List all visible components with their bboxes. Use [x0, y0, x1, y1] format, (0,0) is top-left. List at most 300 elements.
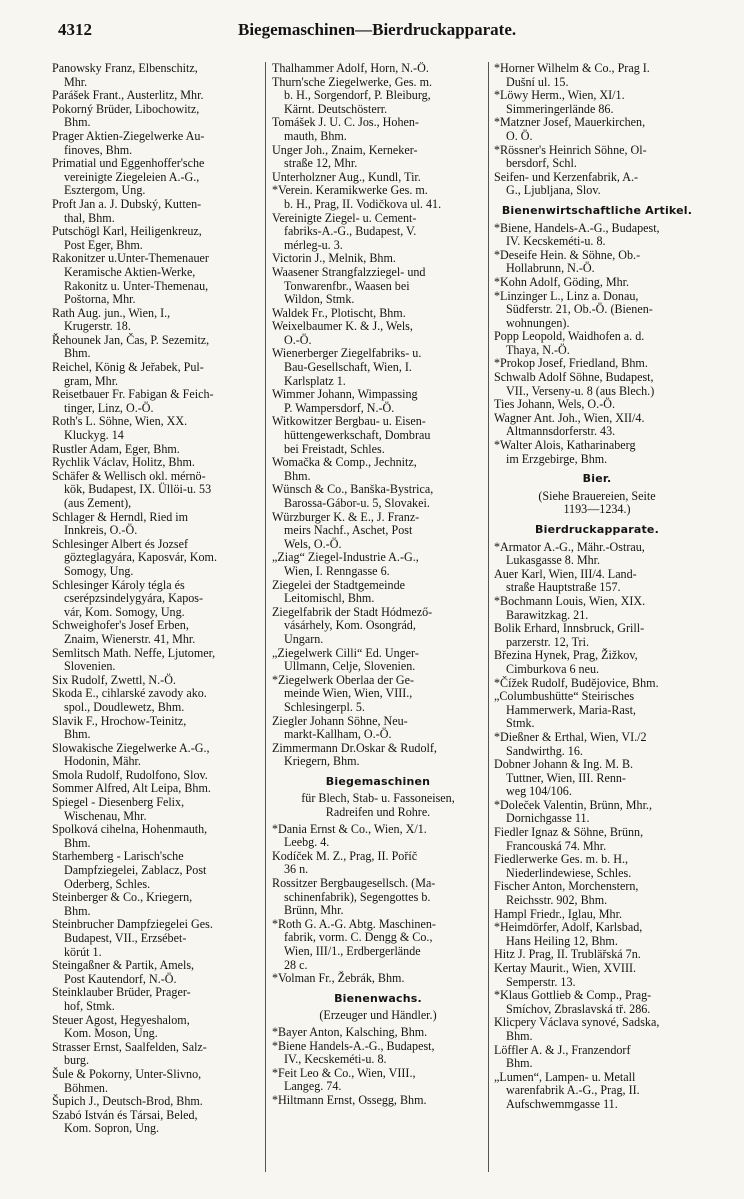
entry-address-line: Wien, III/1., Erdbergerlände: [284, 944, 421, 958]
column-middle: [272, 62, 484, 1182]
directory-entry: [272, 918, 484, 972]
directory-entry: [272, 972, 484, 986]
entry-address-line: Bhm.: [284, 468, 311, 483]
entry-name-line: Popp Leopold, Waidhofen a. d.: [494, 329, 645, 344]
entry-address-line: Bhm.: [64, 115, 91, 130]
entry-address-line: Thaya, N.-Ö.: [506, 342, 570, 357]
entry-name-line: Semlitsch Math. Neffe, Ljutomer,: [52, 645, 216, 660]
directory-entry: [494, 948, 700, 962]
entry-address-line: Niederlindewiese, Schles.: [506, 865, 632, 880]
entry-name-line: Witkowitzer Bergbau- u. Eisen-: [272, 414, 426, 429]
entry-name-line: Steinbrucher Dampfziegelei Ges.: [52, 917, 213, 932]
entry-address-line: Poštorna, Mhr.: [64, 292, 136, 307]
entry-name-line: Bolik Erhard, Innsbruck, Grill-: [494, 621, 645, 636]
entry-address-line: Böhmen.: [64, 1080, 109, 1095]
directory-entry: [52, 959, 260, 986]
directory-entry: [272, 511, 484, 552]
directory-entry: [52, 647, 260, 674]
directory-entry: [52, 415, 260, 442]
directory-entry: [52, 334, 260, 361]
directory-entry: [494, 595, 700, 622]
entry-address-line: Barossa-Gábor-u. 5, Slovakei.: [284, 496, 430, 510]
entry-address-line: thal, Bhm.: [64, 210, 115, 225]
entry-name-line: Slavik F., Hrochow-Teinitz,: [52, 713, 187, 728]
directory-entry: [494, 439, 700, 466]
directory-entry: [52, 1041, 260, 1068]
entry-name-line: „Columbushütte“ Steirisches: [494, 689, 635, 704]
entry-name-line: Womačka & Comp., Jechnitz,: [272, 455, 417, 470]
directory-entry: [494, 330, 700, 357]
entry-address-line: Aufschwemmgasse 11.: [506, 1096, 618, 1111]
entry-address-line: O. Ö.: [506, 128, 533, 143]
entry-name-line: Würzburger K. & E., J. Franz-: [272, 509, 420, 524]
directory-entry: [272, 1067, 484, 1094]
entry-address-line: Karlsplatz 1.: [284, 373, 346, 388]
page-number: 4312: [58, 20, 92, 39]
directory-entry: [494, 758, 700, 799]
entry-name-line: Primatial und Eggenhoffer'sche: [52, 156, 205, 171]
directory-entry: [52, 850, 260, 891]
entry-name-line: Steingaßner & Partik, Amels,: [52, 958, 195, 973]
directory-entry: [272, 606, 484, 647]
entry-address-line: b. H., Sorgendorf, P. Bleiburg,: [284, 88, 431, 103]
entry-address-line: Somogy, Ung.: [64, 563, 134, 578]
directory-entry: [52, 130, 260, 157]
directory-entry: [272, 307, 484, 321]
entry-address-line: b. H., Prag, II. Vodičkova ul. 41.: [284, 196, 442, 211]
entry-address-line: finoves, Bhm.: [64, 142, 133, 157]
entry-address-line: mauth, Bhm.: [284, 128, 347, 143]
entry-address-line: Post Eger, Bhm.: [64, 237, 143, 252]
directory-entry: [272, 184, 484, 211]
entry-address-line: vár, Kom. Somogy, Ung.: [64, 604, 185, 619]
entry-address-line: spol., Doudlewetz, Bhm.: [64, 699, 185, 714]
directory-entry: [52, 619, 260, 646]
entry-address-line: Ullmann, Celje, Slovenien.: [284, 659, 416, 674]
entry-name-line: *Biene Handels-A.-G., Budapest,: [272, 1038, 435, 1053]
directory-entry: [272, 320, 484, 347]
entry-address-line: Reichsstr. 902, Bhm.: [506, 893, 608, 908]
entry-name-line: Rychlik Václav, Holitz, Bhm.: [52, 455, 195, 470]
entry-name-line: Kertay Maurit., Wien, XVIII.: [494, 961, 637, 975]
directory-entry: [272, 388, 484, 415]
column-right: [494, 62, 700, 1182]
entry-name-line: *Doleček Valentin, Brünn, Mhr.,: [494, 797, 652, 812]
entry-name-line: Thurn'sche Ziegelwerke, Ges. m.: [272, 74, 433, 89]
directory-entry: [52, 89, 260, 103]
directory-entry: [494, 1044, 700, 1071]
entry-name-line: *Roth G. A.-G. Abtg. Maschinen-: [272, 916, 436, 931]
entry-address-line: cserépzsindelygyára, Kapos-: [64, 591, 204, 606]
entry-address-line: Kom. Sopron, Ung.: [64, 1121, 160, 1136]
entry-address-line: Post Kautendorf, N.-Ö.: [64, 971, 177, 986]
entry-address-line: Smíchov, Zbraslavská tř. 286.: [506, 1001, 651, 1016]
directory-entry: [52, 782, 260, 796]
entry-address-line: Bhm.: [506, 1056, 533, 1071]
entry-address-line: Znaim, Wienerstr. 41, Mhr.: [64, 631, 196, 646]
entry-address-line: 36 n.: [284, 862, 309, 877]
directory-entry: [494, 357, 700, 371]
entry-address-line: Barawitzkag. 21.: [506, 607, 589, 622]
entry-address-line: meirs Nachf., Aschet, Post: [284, 523, 413, 538]
entry-name-line: Fischer Anton, Morchenstern,: [494, 879, 639, 894]
entry-name-line: *Volman Fr., Žebrák, Bhm.: [272, 971, 405, 986]
directory-entry: [494, 62, 700, 89]
entry-address-line: Dornichgasse 11.: [506, 811, 590, 826]
directory-entry: [52, 796, 260, 823]
entry-address-line: mérleg-u. 3.: [284, 237, 343, 252]
directory-entry: [272, 76, 484, 117]
entry-name-line: Schlesinger Albert és Jozsef: [52, 536, 189, 551]
directory-entry: [494, 276, 700, 290]
directory-entry: [494, 989, 700, 1016]
entry-name-line: Rath Aug. jun., Wien, I.,: [52, 305, 171, 320]
entry-address-line: Wels, O.-Ö.: [284, 536, 342, 551]
directory-entry: [494, 568, 700, 595]
entry-address-line: Kluckyg. 14: [64, 428, 124, 443]
directory-entry: [272, 850, 484, 877]
entry-name-line: Seifen- und Kerzenfabrik, A.-: [494, 169, 639, 184]
section-subnote: (Siehe Brauereien, Seite 1193—1234.): [538, 488, 656, 517]
entry-name-line: *Heimdörfer, Adolf, Karlsbad,: [494, 920, 643, 935]
entry-address-line: meinde Wien, Wien, VIII.,: [284, 686, 413, 701]
entry-name-line: Reisetbauer Fr. Fabigan & Feich-: [52, 387, 214, 402]
entry-name-line: Starhemberg - Larisch'sche: [52, 849, 184, 864]
entry-name-line: Reichel, König & Jeřabek, Pul-: [52, 360, 204, 375]
entry-name-line: Ziegelei der Stadtgemeinde: [272, 577, 405, 592]
entry-name-line: Unterholzner Aug., Kundl, Tir.: [272, 169, 421, 184]
entry-address-line: Bhm.: [64, 727, 91, 742]
entry-name-line: Schlesinger Károly tégla és: [52, 577, 185, 592]
column-divider: [265, 62, 266, 1172]
entry-address-line: Wischenau, Mhr.: [64, 808, 147, 823]
directory-entry: [52, 823, 260, 850]
directory-entry: [494, 222, 700, 249]
directory-entry: [52, 1014, 260, 1041]
entry-address-line: Wien, I. Renngasse 6.: [284, 563, 390, 578]
directory-entry: [494, 908, 700, 922]
entry-name-line: Prager Aktien-Ziegelwerke Au-: [52, 128, 205, 143]
entry-name-line: Panowsky Franz, Elbenschitz,: [52, 62, 198, 75]
entry-address-line: Stmk.: [506, 716, 535, 731]
entry-address-line: kök, Budapest, IX. Üllöi-u. 53: [64, 482, 212, 497]
entry-name-line: *Rössner's Heinrich Söhne, Ol-: [494, 142, 647, 157]
directory-entry: [494, 1016, 700, 1043]
entry-address-line: Semperstr. 13.: [506, 974, 576, 989]
directory-entry: [494, 853, 700, 880]
directory-entry: [272, 483, 484, 510]
entry-address-line: Südferstr. 21, Ob.-Ö. (Bienen-: [506, 302, 653, 317]
entry-address-line: Lukasgasse 8. Mhr.: [506, 553, 601, 568]
entry-name-line: *Klaus Gottlieb & Comp., Prag-: [494, 988, 652, 1003]
entry-name-line: Smola Rudolf, Rudolfono, Slov.: [52, 767, 208, 782]
entry-address-line: Oderberg, Schles.: [64, 876, 151, 891]
entry-address-line: bei Freistadt, Schles.: [284, 441, 385, 456]
entry-address-line: Slovenien.: [64, 659, 116, 674]
entry-name-line: Wimmer Johann, Wimpassing: [272, 387, 418, 402]
entry-name-line: „Ziegelwerk Cilli“ Ed. Unger-: [272, 645, 419, 660]
entry-address-line: Bau-Gesellschaft, Wien, I.: [284, 360, 412, 375]
entry-address-line: schinenfabrik), Segengottes b.: [284, 889, 431, 904]
directory-entry: [52, 388, 260, 415]
entry-name-line: Wünsch & Co., Banška-Bystrica,: [272, 482, 434, 497]
listing-bierdruckapparate: [494, 541, 700, 1112]
entry-address-line: Leebg. 4.: [284, 835, 330, 850]
directory-entry: [52, 361, 260, 388]
entry-name-line: Ties Johann, Wels, O.-Ö.: [494, 397, 615, 412]
directory-entry: [52, 470, 260, 511]
entry-address-line: hof, Stmk.: [64, 998, 115, 1013]
directory-entry: [52, 307, 260, 334]
entry-name-line: Pokorný Brüder, Libochowitz,: [52, 101, 200, 116]
entry-address-line: körút 1.: [64, 944, 102, 959]
entry-name-line: Rustler Adam, Eger, Bhm.: [52, 441, 180, 456]
entry-name-line: Auer Karl, Wien, III/4. Land-: [494, 566, 637, 581]
directory-entry: [494, 921, 700, 948]
entry-name-line: Löffler A. & J., Franzendorf: [494, 1042, 631, 1057]
entry-name-line: Victorin J., Melnik, Bhm.: [272, 251, 396, 266]
entry-address-line: Esztergom, Ung.: [64, 183, 146, 198]
directory-entry: [494, 541, 700, 568]
directory-entry: [52, 579, 260, 620]
entry-name-line: Schweighofer's Josef Erben,: [52, 618, 189, 633]
directory-entry: [494, 116, 700, 143]
entry-address-line: weg 104/106.: [506, 784, 572, 799]
entry-address-line: Bhm.: [64, 835, 91, 850]
entry-name-line: Šule & Pokorny, Unter-Slivno,: [52, 1066, 202, 1081]
entry-name-line: Roth's L. Söhne, Wien, XX.: [52, 414, 188, 429]
entry-address-line: IV. Kecskeméti-u. 8.: [506, 234, 606, 249]
directory-entry: [494, 290, 700, 331]
entry-name-line: *Čížek Rudolf, Budějovice, Bhm.: [494, 675, 659, 690]
entry-name-line: Wagner Ant. Joh., Wien, XII/4.: [494, 410, 645, 425]
entry-name-line: Rakonitzer u.Unter-Themenauer: [52, 251, 209, 266]
entry-address-line: Dampfziegelei, Zablacz, Post: [64, 863, 207, 878]
directory-entry: [272, 674, 484, 715]
directory-entry: [494, 799, 700, 826]
entry-name-line: *Hiltmann Ernst, Ossegg, Bhm.: [272, 1092, 427, 1107]
entry-name-line: Szabó István és Társai, Beled,: [52, 1107, 198, 1122]
entry-address-line: straße Hauptstraße 157.: [506, 580, 621, 595]
directory-entry: [52, 511, 260, 538]
directory-entry: [494, 398, 700, 412]
entry-name-line: Strasser Ernst, Saalfelden, Salz-: [52, 1039, 207, 1054]
entry-address-line: straße 12, Mhr.: [284, 156, 358, 171]
section-heading-bier: Bier.: [582, 472, 612, 486]
entry-name-line: *Linzinger L., Linz a. Donau,: [494, 288, 639, 303]
entry-name-line: *Prokop Josef, Friedland, Bhm.: [494, 356, 648, 371]
entry-address-line: fabrik, vorm. C. Dengg & Co.,: [284, 930, 433, 945]
entry-name-line: *Kohn Adolf, Göding, Mhr.: [494, 274, 630, 289]
directory-entry: [494, 171, 700, 198]
entry-address-line: gram, Mhr.: [64, 373, 119, 388]
directory-entry: [52, 1068, 260, 1095]
entry-address-line: Hollabrunn, N.-Ö.: [506, 261, 595, 276]
directory-entry: [272, 266, 484, 307]
entry-name-line: *Ziegelwerk Oberlaa der Ge-: [272, 672, 415, 687]
entry-name-line: Klicpery Václava synové, Sadska,: [494, 1015, 660, 1030]
entry-address-line: im Erzgebirge, Bhm.: [506, 451, 608, 466]
directory-entry: [272, 144, 484, 171]
entry-name-line: Dobner Johann & Ing. M. B.: [494, 757, 634, 772]
directory-entry: [272, 456, 484, 483]
entry-name-line: Kodíček M. Z., Prag, II. Poříč: [272, 848, 418, 863]
entry-address-line: Langeg. 74.: [284, 1079, 342, 1094]
entry-name-line: Ziegelfabrik der Stadt Hódmező-: [272, 604, 433, 619]
directory-entry: [272, 551, 484, 578]
section-subnote: für Blech, Stab- u. Fassoneisen, Radreifen und Rohre.: [301, 791, 455, 820]
entry-address-line: bersdorf, Schl.: [506, 156, 577, 171]
entry-name-line: Skoda E., cihlarské zavody ako.: [52, 686, 207, 701]
entry-name-line: Weixelbaumer K. & J., Wels,: [272, 319, 413, 334]
listing-ziegeleien-cont: [272, 62, 484, 769]
directory-entry: [52, 443, 260, 457]
entry-name-line: Spolková cihelna, Hohenmauth,: [52, 822, 208, 837]
directory-entry: [52, 986, 260, 1013]
directory-entry: [494, 690, 700, 731]
entry-name-line: *Matzner Josef, Mauerkirchen,: [494, 115, 646, 130]
entry-address-line: Bhm.: [64, 903, 91, 918]
entry-address-line: Budapest, VII., Erzsébet-: [64, 931, 187, 945]
entry-name-line: Zimmermann Dr.Oskar & Rudolf,: [272, 740, 437, 755]
entry-address-line: Brünn, Mhr.: [284, 903, 344, 918]
entry-address-line: Bhm.: [64, 346, 91, 361]
entry-name-line: *Bochmann Louis, Wien, XIX.: [494, 593, 646, 608]
entry-name-line: Six Rudolf, Zwettl, N.-Ö.: [52, 672, 176, 687]
entry-name-line: Sommer Alfred, Alt Leipa, Bhm.: [52, 781, 211, 796]
entry-address-line: Ungarn.: [284, 631, 324, 646]
entry-address-line: Kriegern, Bhm.: [284, 754, 360, 769]
directory-entry: [52, 891, 260, 918]
entry-address-line: 28 c.: [284, 957, 308, 972]
directory-entry: [52, 157, 260, 198]
entry-name-line: Steinberger & Co., Kriegern,: [52, 890, 193, 905]
entry-name-line: Waldek Fr., Plotischt, Bhm.: [272, 305, 406, 320]
directory-entry: [272, 212, 484, 253]
entry-address-line: Krugerstr. 18.: [64, 319, 131, 334]
entry-name-line: Schlager & Herndl, Ried im: [52, 509, 189, 524]
directory-entry: [494, 622, 700, 649]
entry-name-line: Fiedlerwerke Ges. m. b. H.,: [494, 852, 629, 867]
entry-name-line: Spiegel - Diesenberg Felix,: [52, 795, 185, 810]
directory-entry: [494, 962, 700, 989]
directory-entry: [494, 649, 700, 676]
entry-name-line: *Verein. Keramikwerke Ges. m.: [272, 183, 428, 198]
listing-biegemaschinen: [272, 823, 484, 986]
column-divider: [488, 62, 489, 1172]
directory-entry: [494, 677, 700, 691]
directory-entry: [272, 877, 484, 918]
entry-address-line: fabriks-A.-G., Budapest, V.: [284, 224, 417, 239]
entry-name-line: *Horner Wilhelm & Co., Prag I.: [494, 62, 650, 75]
entry-name-line: „Ziag“ Ziegel-Industrie A.-G.,: [272, 550, 419, 565]
entry-address-line: Cimburkova 6 neu.: [506, 661, 600, 676]
directory-entry: [494, 89, 700, 116]
directory-entry: [272, 715, 484, 742]
entry-name-line: Březina Hynek, Prag, Žižkov,: [494, 648, 638, 663]
entry-name-line: Steuer Agost, Hegyeshalom,: [52, 1012, 190, 1027]
directory-entry: [52, 252, 260, 306]
directory-entry: [272, 252, 484, 266]
entry-address-line: O.-Ö.: [284, 332, 312, 347]
entry-address-line: Tonwarenfbr., Waasen bei: [284, 278, 410, 293]
directory-entry: [52, 103, 260, 130]
entry-address-line: Rakonitz u. Unter-Themenau,: [64, 278, 209, 293]
directory-entry: [272, 647, 484, 674]
entry-name-line: Schäfer & Wellisch okl. mérnö-: [52, 468, 206, 483]
entry-name-line: Steinklauber Brüder, Prager-: [52, 985, 191, 1000]
entry-name-line: Wienerberger Ziegelfabriks- u.: [272, 346, 422, 361]
directory-entry: [272, 1094, 484, 1108]
entry-name-line: Parášek Frant., Austerlitz, Mhr.: [52, 88, 204, 103]
listing-bienenwachs-cont: [494, 62, 700, 198]
section-heading-bienenwirtschaft: Bienenwirtschaftliche Artikel.: [501, 203, 693, 217]
entry-address-line: parzerstr. 12, Tri.: [506, 634, 589, 649]
entry-address-line: gözteglagyára, Kaposvár, Kom.: [64, 550, 217, 565]
entry-address-line: Simmeringerlände 86.: [506, 101, 614, 116]
entry-name-line: *Feit Leo & Co., Wien, VIII.,: [272, 1065, 416, 1080]
directory-entry: [272, 171, 484, 185]
directory-entry: [272, 823, 484, 850]
directory-entry: [52, 674, 260, 688]
directory-entry: [52, 62, 260, 89]
entry-name-line: Hitz J. Prag, II. Trubläřská 7n.: [494, 947, 641, 962]
entry-address-line: burg.: [64, 1053, 89, 1068]
entry-name-line: Slowakische Ziegelwerke A.-G.,: [52, 740, 210, 755]
directory-entry: [272, 62, 484, 76]
directory-entry: [52, 456, 260, 470]
entry-address-line: G., Ljubljana, Slov.: [506, 183, 601, 198]
entry-name-line: *Dießner & Erthal, Wien, VI./2: [494, 729, 647, 744]
entry-name-line: Fiedler Ignaz & Söhne, Brünn,: [494, 825, 644, 840]
entry-address-line: Hans Heiling 12, Bhm.: [506, 933, 618, 948]
entry-name-line: *Deseife Hein. & Söhne, Ob.-: [494, 247, 641, 262]
entry-name-line: *Biene, Handels-A.-G., Budapest,: [494, 220, 660, 235]
directory-entry: [272, 347, 484, 388]
entry-name-line: *Löwy Herm., Wien, XI/1.: [494, 88, 625, 103]
entry-address-line: markt-Kallham, O.-Ö.: [284, 727, 392, 742]
directory-entry: [52, 687, 260, 714]
entry-address-line: wohnungen).: [506, 315, 570, 330]
entry-address-line: Dušní ul. 15.: [506, 74, 569, 89]
directory-entry: [272, 1026, 484, 1040]
entry-name-line: Vereinigte Ziegel- u. Cement-: [272, 210, 417, 225]
listing-bienenwachs: [272, 1026, 484, 1108]
entry-address-line: Tuttner, Wien, III. Renn-: [506, 770, 626, 785]
directory-entry: [52, 918, 260, 959]
entry-address-line: hüttengewerkschaft, Dombrau: [284, 428, 431, 443]
directory-entry: [494, 144, 700, 171]
entry-address-line: Hodonin, Mähr.: [64, 754, 141, 769]
directory-entry: [52, 715, 260, 742]
entry-address-line: warenfabrik A.-G., Prag, II.: [506, 1083, 640, 1098]
directory-entry: [52, 198, 260, 225]
section-heading-bienenwachs: Bienenwachs.: [334, 991, 422, 1005]
entry-address-line: Mhr.: [64, 74, 88, 89]
entry-address-line: P. Wampersdorf, N.-Ö.: [284, 400, 395, 415]
entry-name-line: *Dania Ernst & Co., Wien, X/1.: [272, 821, 427, 836]
section-heading-biegemaschinen: Biegemaschinen: [325, 774, 431, 788]
directory-entry: [494, 731, 700, 758]
entry-name-line: Waasener Strangfalzziegel- und: [272, 264, 426, 279]
entry-address-line: Schlesingerpl. 5.: [284, 699, 365, 714]
entry-address-line: Kom. Moson, Ung.: [64, 1026, 158, 1041]
directory-entry: [52, 1109, 260, 1136]
column-left: [52, 62, 260, 1182]
entry-address-line: Hammerwerk, Maria-Rast,: [506, 702, 636, 717]
directory-entry: [494, 1071, 700, 1112]
entry-address-line: Wildon, Stmk.: [284, 292, 355, 307]
